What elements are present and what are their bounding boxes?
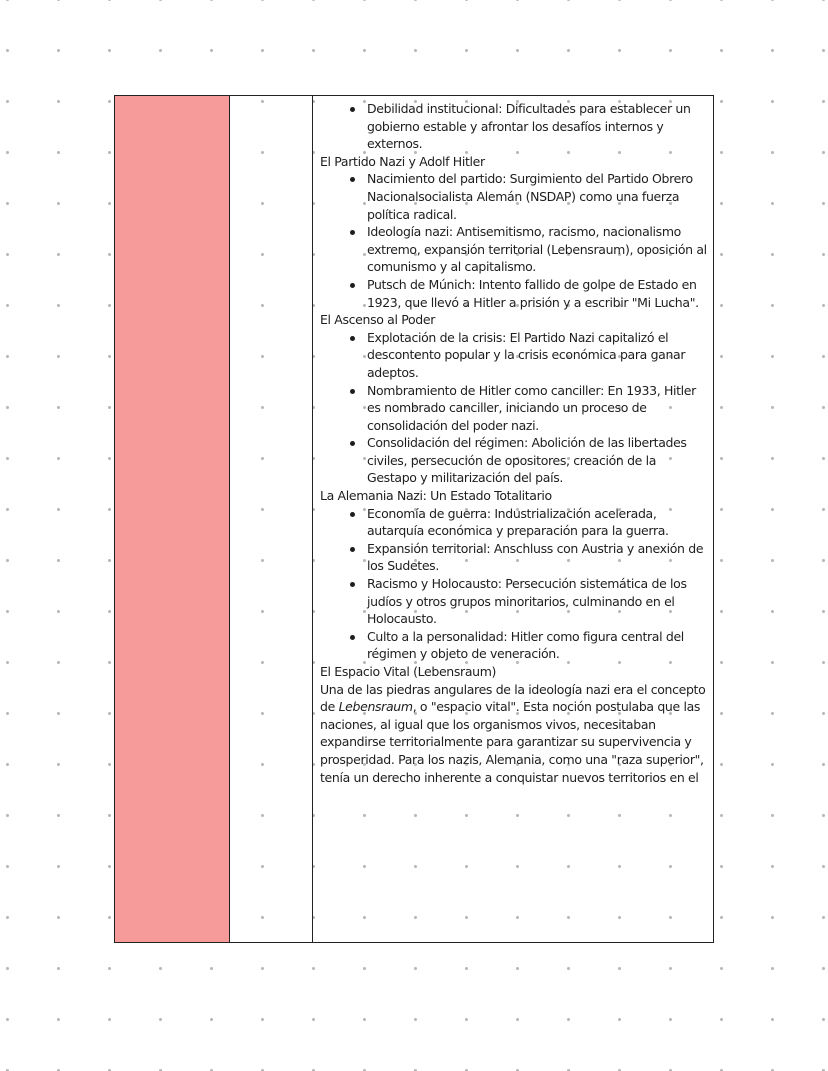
paragraph-text: , o "espacio vital". Esta noción postulaba que las naciones, al igual que los organismos vivos, necesitaban expandirse territorialmente para garantizar su supervivencia y prosperidad. Para los nazis, Alemania, como una "raza superior", tenía un derecho inherente a conquistar nuevos territorios en el [320, 699, 704, 785]
paragraph-text: Una de las piedras angulares de la ideología nazi era el concepto de [320, 681, 706, 715]
section-heading: El Partido Nazi y Adolf Hitler [320, 153, 485, 169]
list-item: Economía de guerra: Industrialización acelerada, autarquía económica y preparación para la guerra. [367, 505, 707, 540]
list-item: Consolidación del régimen: Abolición de las libertades civiles, persecución de opositores, creación de la Gestapo y militarización del país. [367, 434, 707, 487]
list-item: Culto a la personalidad: Hitler como figura central del régimen y objeto de veneración. [367, 628, 707, 663]
highlight-column [115, 96, 230, 942]
intro-list [320, 100, 707, 153]
bullet-list [320, 329, 707, 487]
list-item: Putsch de Múnich: Intento fallido de golpe de Estado en 1923, que llevó a Hitler a prisión y a escribir "Mi Lucha". [367, 276, 707, 311]
notes-table [114, 95, 714, 943]
list-item: Debilidad institucional: Dificultades para establecer un gobierno estable y afrontar los desafíos internos y externos. [367, 100, 707, 153]
body-paragraph [320, 681, 707, 787]
section-heading: La Alemania Nazi: Un Estado Totalitario [320, 488, 552, 504]
list-item: Ideología nazi: Antisemitismo, racismo, nacionalismo extremo, expansión territorial (Lebensraum), oposición al comunismo y al capitalismo. [367, 224, 707, 275]
content-column [313, 96, 713, 942]
section-heading: El Ascenso al Poder [320, 312, 435, 328]
list-item: Racismo y Holocausto: Persecución sistemática de los judíos y otros grupos minoritarios, culminando en el Holocausto. [367, 575, 707, 628]
bullet-list [320, 505, 707, 663]
italic-term: Lebensraum [338, 699, 413, 715]
list-item: Expansión territorial: Anschluss con Austria y anexión de los Sudetes. [367, 540, 707, 575]
blank-column [230, 96, 313, 942]
list-item: Explotación de la crisis: El Partido Nazi capitalizó el descontento popular y la crisis económica para ganar adeptos. [367, 329, 707, 382]
list-item: Nombramiento de Hitler como canciller: En 1933, Hitler es nombrado canciller, iniciando un proceso de consolidación del poder nazi. [367, 382, 707, 435]
section-heading: El Espacio Vital (Lebensraum) [320, 664, 497, 679]
bullet-list [320, 170, 707, 311]
list-item: Nacimiento del partido: Surgimiento del Partido Obrero Nacionalsocialista Alemán (NSDAP) como una fuerza política radical. [367, 170, 707, 223]
